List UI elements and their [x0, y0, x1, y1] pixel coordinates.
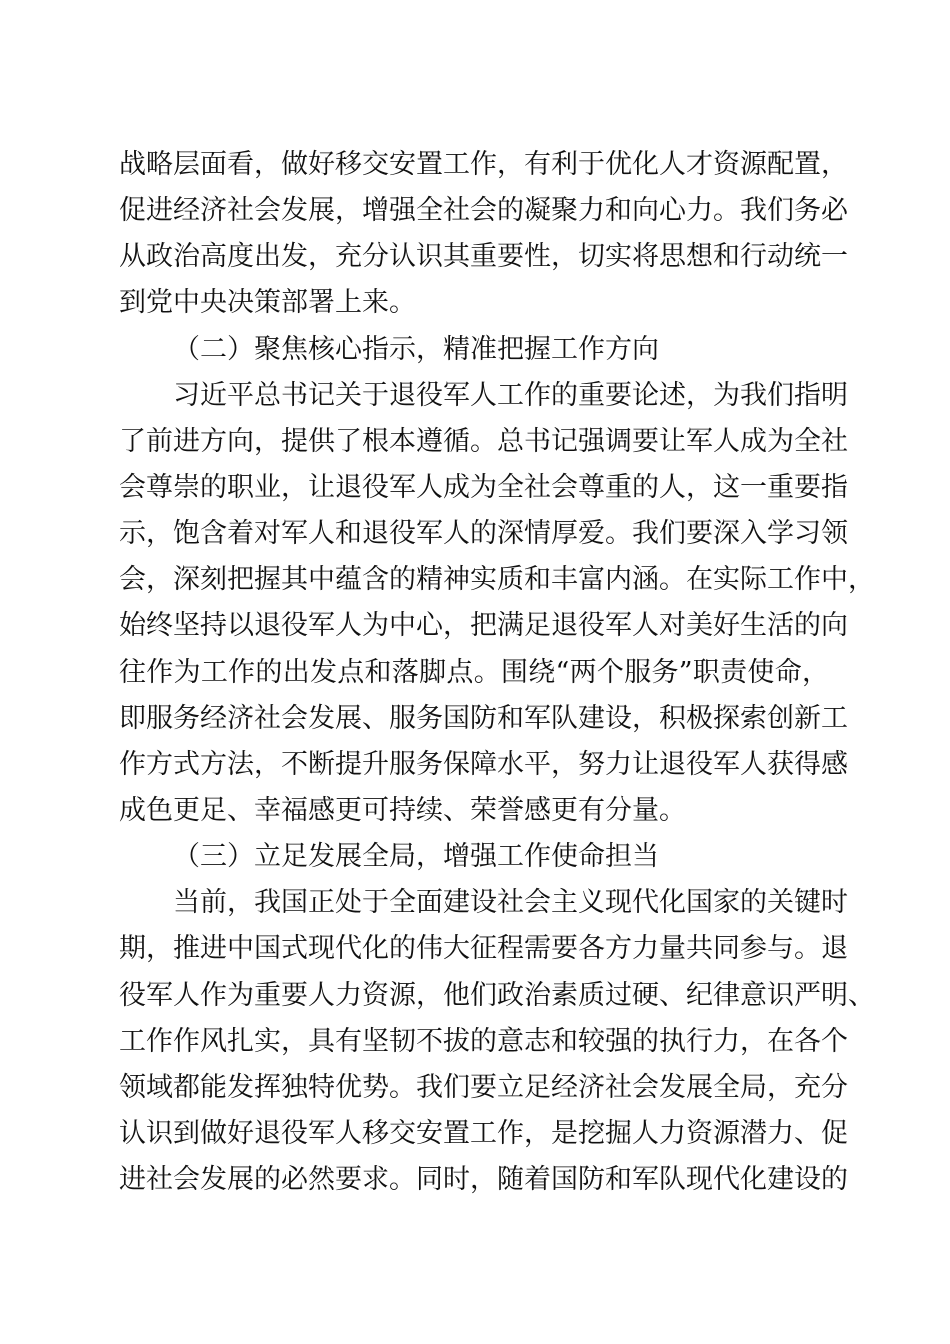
paragraph-line: 进社会发展的必然要求。同时，随着国防和军队现代化建设的: [119, 1164, 848, 1196]
paragraph-line: 领域都能发挥独特优势。我们要立足经济社会发展全局，充分: [119, 1071, 848, 1103]
document-body: [119, 142, 875, 1203]
paragraph-line: 习近平总书记关于退役军人工作的重要论述，为我们指明: [173, 379, 848, 411]
paragraph-line: 往作为工作的出发点和落脚点。围绕“两个服务”职责使命，: [119, 656, 829, 688]
paragraph-line: 战略层面看，做好移交安置工作，有利于优化人才资源配置，: [119, 149, 848, 180]
paragraph-line: 认识到做好退役军人移交安置工作，是挖掘人力资源潜力、促: [119, 1117, 848, 1149]
paragraph-line: 会尊崇的职业，让退役军人成为全社会尊重的人，这一重要指: [119, 471, 848, 503]
paragraph-line: 工作作风扎实，具有坚韧不拔的意志和较强的执行力，在各个: [119, 1025, 848, 1057]
paragraph-line: 当前，我国正处于全面建设社会主义现代化国家的关键时: [173, 887, 848, 919]
paragraph-line: 示，饱含着对军人和退役军人的深情厚爱。我们要深入学习领: [119, 518, 848, 550]
paragraph-line: 从政治高度出发，充分认识其重要性，切实将思想和行动统一: [119, 241, 848, 273]
paragraph-line: 期，推进中国式现代化的伟大征程需要各方力量共同参与。退: [119, 933, 848, 965]
paragraph-line: 促进经济社会发展，增强全社会的凝聚力和向心力。我们务必: [119, 195, 848, 227]
paragraph-line: 即服务经济社会发展、服务国防和军队建设，积极探索创新工: [119, 702, 848, 734]
paragraph-line: 始终坚持以退役军人为中心，把满足退役军人对美好生活的向: [119, 610, 848, 642]
paragraph-line: 到党中央决策部署上来。: [119, 287, 416, 319]
paragraph-line: 会，深刻把握其中蕴含的精神实质和丰富内涵。在实际工作中，: [119, 564, 875, 596]
paragraph-line: 了前进方向，提供了根本遵循。总书记强调要让军人成为全社: [119, 425, 848, 457]
paragraph-line: 作方式方法，不断提升服务保障水平，努力让退役军人获得感: [119, 748, 848, 780]
paragraph-line: 成色更足、幸福感更可持续、荣誉感更有分量。: [119, 794, 686, 826]
paragraph-line: 役军人作为重要人力资源，他们政治素质过硬、纪律意识严明、: [119, 979, 875, 1011]
section-heading: （三）立足发展全局，增强工作使命担当: [173, 841, 659, 873]
section-heading: （二）聚焦核心指示，精准把握工作方向: [173, 333, 659, 365]
